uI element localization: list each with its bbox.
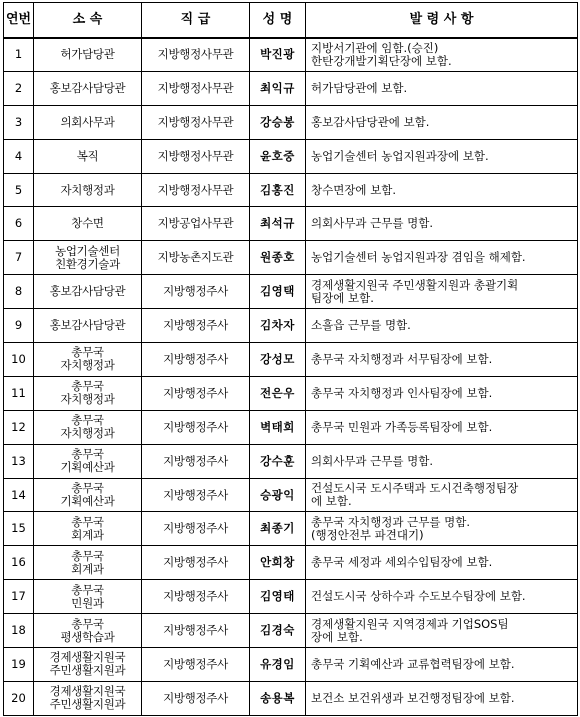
department-line: 농업기술센터 (55, 243, 120, 258)
table-row (4, 139, 578, 173)
row-number: 8 (4, 275, 34, 309)
rank-cell: 지방농촌지도관 (142, 241, 250, 275)
rank-cell: 지방행정주사 (142, 681, 250, 715)
person-name: 김경숙 (250, 614, 306, 648)
table-row (4, 241, 578, 275)
table-row (4, 38, 578, 72)
department-line: 총무국 (71, 481, 104, 496)
department-line: 경제생활지원국 (49, 650, 126, 665)
header-name: 성 명 (250, 3, 306, 38)
appointment-cell (306, 139, 578, 173)
department-line: 홍보감사담당관 (49, 318, 126, 333)
row-number: 18 (4, 614, 34, 648)
appointment-cell (306, 71, 578, 105)
appointment-cell (306, 580, 578, 614)
appointment-line: 총무국 자치행정과 근무를 명함. (311, 514, 471, 529)
table-row (4, 71, 578, 105)
appointment-cell (306, 38, 578, 72)
rank-cell: 지방행정사무관 (142, 71, 250, 105)
department-line: 친환경기술과 (55, 256, 120, 271)
appointment-line: 경제생활지원국 주민생활지원과 총괄기획 (311, 277, 519, 292)
appointment-line: 농업기술센터 농업지원과장 겸임을 해제함. (311, 250, 526, 265)
appointment-line: 팀장에 보함. (311, 290, 374, 305)
department-line: 홍보감사담당관 (49, 284, 126, 299)
table-row (4, 681, 578, 715)
appointment-cell (306, 681, 578, 715)
appointment-cell (306, 444, 578, 478)
appointment-line: 지방서기관에 임함.(승진) (311, 40, 439, 55)
appointment-cell (306, 478, 578, 512)
department-line: 총무국 (71, 514, 104, 529)
appointment-line: 홍보감사담당관에 보함. (311, 114, 430, 129)
appointment-cell (306, 376, 578, 410)
personnel-appointment-table (3, 2, 578, 716)
department-line: 총무국 (71, 582, 104, 597)
person-name: 박진광 (250, 38, 306, 72)
department-line: 총무국 (71, 548, 104, 563)
row-number: 9 (4, 309, 34, 343)
appointment-line: 총무국 민원과 가족등록팀장에 보함. (311, 419, 493, 434)
department-cell (34, 444, 142, 478)
department-cell (34, 207, 142, 241)
appointment-line: 총무국 세정과 세외수입팀장에 보함. (311, 555, 493, 570)
rank-cell: 지방공업사무관 (142, 207, 250, 241)
appointment-line: 건설도시국 도시주택과 도시건축행정팀장 (311, 481, 519, 496)
table-row (4, 207, 578, 241)
person-name: 송용복 (250, 681, 306, 715)
person-name: 원종호 (250, 241, 306, 275)
department-line: 의회사무과 (60, 114, 115, 129)
rank-cell: 지방행정주사 (142, 376, 250, 410)
header-number: 연번 (4, 3, 34, 38)
person-name: 김홍진 (250, 173, 306, 207)
rank-cell: 지방행정주사 (142, 512, 250, 546)
department-cell (34, 512, 142, 546)
appointment-cell (306, 275, 578, 309)
appointment-cell (306, 207, 578, 241)
rank-cell: 지방행정주사 (142, 275, 250, 309)
rank-cell: 지방행정주사 (142, 309, 250, 343)
table-row (4, 173, 578, 207)
rank-cell: 지방행정주사 (142, 444, 250, 478)
department-cell (34, 580, 142, 614)
department-cell (34, 275, 142, 309)
department-cell (34, 546, 142, 580)
department-line: 회계과 (71, 561, 104, 576)
department-line: 평생학습과 (60, 629, 115, 644)
appointment-cell (306, 648, 578, 682)
appointment-cell (306, 512, 578, 546)
department-line: 자치행정과 (60, 358, 115, 373)
appointment-cell (306, 241, 578, 275)
appointment-line: 총무국 자치행정과 서무팀장에 보함. (311, 351, 493, 366)
appointment-cell (306, 343, 578, 377)
appointment-line: 경제생활지원국 지역경제과 기업SOS팀 (311, 616, 509, 631)
appointment-line: 건설도시국 상하수과 수도보수팀장에 보함. (311, 589, 526, 604)
rank-cell: 지방행정주사 (142, 478, 250, 512)
appointment-line: 농업기술센터 농업지원과장에 보함. (311, 148, 489, 163)
rank-cell: 지방행정사무관 (142, 173, 250, 207)
row-number: 19 (4, 648, 34, 682)
table-row (4, 546, 578, 580)
table-body (4, 38, 578, 716)
appointment-cell (306, 546, 578, 580)
row-number: 6 (4, 207, 34, 241)
appointment-cell (306, 309, 578, 343)
department-line: 허가담당관 (60, 47, 115, 62)
department-line: 총무국 (71, 413, 104, 428)
person-name: 김영태 (250, 580, 306, 614)
table-row (4, 512, 578, 546)
table-row (4, 275, 578, 309)
row-number: 13 (4, 444, 34, 478)
rank-cell: 지방행정주사 (142, 410, 250, 444)
person-name: 최종기 (250, 512, 306, 546)
row-number: 7 (4, 241, 34, 275)
rank-cell: 지방행정주사 (142, 580, 250, 614)
table-row (4, 309, 578, 343)
department-line: 경제생활지원국 (49, 684, 126, 699)
appointment-line: 에 보함. (311, 494, 352, 509)
department-cell (34, 478, 142, 512)
appointment-cell (306, 614, 578, 648)
department-cell (34, 343, 142, 377)
appointment-line: 총무국 기획예산과 교류협력팀장에 보함. (311, 656, 515, 671)
table-row (4, 105, 578, 139)
department-line: 복직 (76, 148, 99, 163)
header-department: 소 속 (34, 3, 142, 38)
department-cell (34, 614, 142, 648)
appointment-line: 의회사무과 근무를 명함. (311, 216, 434, 231)
person-name: 김영택 (250, 275, 306, 309)
person-name: 최익규 (250, 71, 306, 105)
appointment-cell (306, 173, 578, 207)
row-number: 14 (4, 478, 34, 512)
header-rank: 직 급 (142, 3, 250, 38)
rank-cell: 지방행정사무관 (142, 105, 250, 139)
department-line: 자치행정과 (60, 182, 115, 197)
department-cell (34, 681, 142, 715)
department-line: 홍보감사담당관 (49, 80, 126, 95)
department-cell (34, 309, 142, 343)
rank-cell: 지방행정사무관 (142, 139, 250, 173)
table-row (4, 648, 578, 682)
department-cell (34, 71, 142, 105)
department-line: 회계과 (71, 527, 104, 542)
rank-cell: 지방행정주사 (142, 546, 250, 580)
row-number: 3 (4, 105, 34, 139)
department-cell (34, 241, 142, 275)
table-row (4, 376, 578, 410)
department-line: 기획예산과 (60, 460, 115, 475)
row-number: 15 (4, 512, 34, 546)
department-cell (34, 410, 142, 444)
row-number: 17 (4, 580, 34, 614)
appointment-line: 창수면장에 보함. (311, 182, 397, 197)
department-line: 자치행정과 (60, 426, 115, 441)
rank-cell: 지방행정주사 (142, 648, 250, 682)
department-cell (34, 38, 142, 72)
department-cell (34, 139, 142, 173)
person-name: 강승봉 (250, 105, 306, 139)
table-row (4, 444, 578, 478)
row-number: 4 (4, 139, 34, 173)
row-number: 11 (4, 376, 34, 410)
department-line: 기획예산과 (60, 494, 115, 509)
department-cell (34, 648, 142, 682)
person-name: 김차자 (250, 309, 306, 343)
department-cell (34, 105, 142, 139)
row-number: 1 (4, 38, 34, 72)
department-line: 민원과 (71, 595, 104, 610)
appointment-line: 한탄강개발기획단장에 보함. (311, 53, 452, 68)
department-line: 총무국 (71, 616, 104, 631)
appointment-line: 보건소 보건위생과 보건행정팀장에 보함. (311, 690, 515, 705)
table-row (4, 410, 578, 444)
row-number: 20 (4, 681, 34, 715)
rank-cell: 지방행정주사 (142, 614, 250, 648)
appointment-line: (행정안전부 파견대기) (311, 527, 424, 542)
department-line: 창수면 (71, 216, 104, 231)
person-name: 강수훈 (250, 444, 306, 478)
appointment-line: 총무국 자치행정과 인사팀장에 보함. (311, 385, 493, 400)
department-cell (34, 376, 142, 410)
person-name: 최석규 (250, 207, 306, 241)
table-row (4, 580, 578, 614)
appointment-line: 소흘읍 근무를 명함. (311, 318, 411, 333)
department-cell (34, 173, 142, 207)
person-name: 전은우 (250, 376, 306, 410)
person-name: 강성모 (250, 343, 306, 377)
person-name: 윤호중 (250, 139, 306, 173)
person-name: 벽태희 (250, 410, 306, 444)
row-number: 12 (4, 410, 34, 444)
row-number: 2 (4, 71, 34, 105)
row-number: 5 (4, 173, 34, 207)
department-line: 총무국 (71, 379, 104, 394)
table-row (4, 478, 578, 512)
department-line: 총무국 (71, 447, 104, 462)
rank-cell: 지방행정주사 (142, 343, 250, 377)
appointment-line: 장에 보함. (311, 629, 363, 644)
row-number: 10 (4, 343, 34, 377)
person-name: 안희창 (250, 546, 306, 580)
row-number: 16 (4, 546, 34, 580)
table-row (4, 343, 578, 377)
department-line: 주민생활지원과 (49, 697, 126, 712)
appointment-line: 의회사무과 근무를 명함. (311, 453, 434, 468)
table-row (4, 614, 578, 648)
header-appointment: 발 령 사 항 (306, 3, 578, 38)
appointment-cell (306, 105, 578, 139)
rank-cell: 지방행정사무관 (142, 38, 250, 72)
appointment-cell (306, 410, 578, 444)
department-line: 주민생활지원과 (49, 663, 126, 678)
person-name: 유경임 (250, 648, 306, 682)
department-line: 자치행정과 (60, 392, 115, 407)
department-line: 총무국 (71, 345, 104, 360)
header-row (4, 3, 578, 38)
appointment-line: 허가담당관에 보함. (311, 80, 408, 95)
person-name: 승광익 (250, 478, 306, 512)
